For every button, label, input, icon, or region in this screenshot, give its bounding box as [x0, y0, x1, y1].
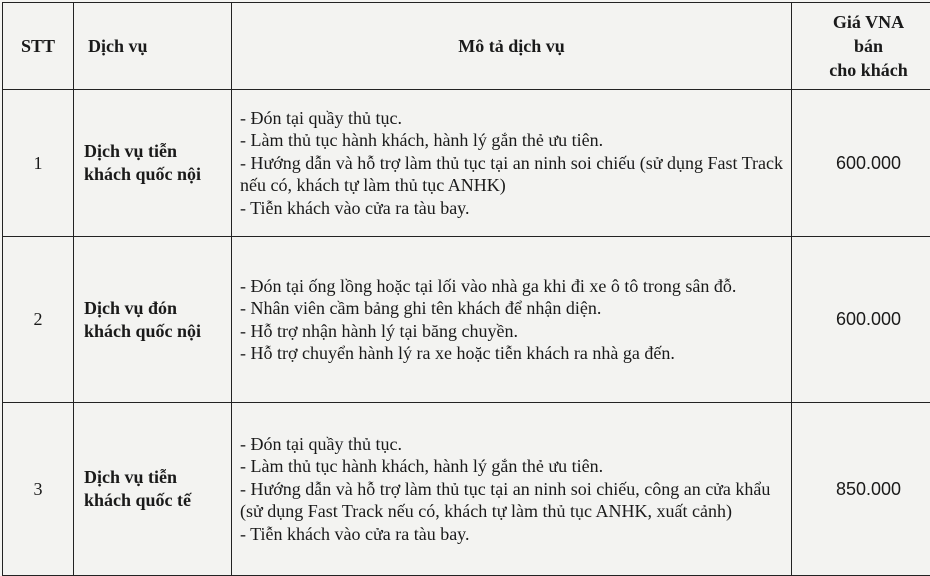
description-line: - Hướng dẫn và hỗ trợ làm thủ tục tại an ninh soi chiếu, công an cửa khẩu (sử dụng Fast Track nếu có, khách tự làm thủ tục ANHK, xuất cảnh): [240, 478, 783, 523]
table-row: [3, 237, 930, 403]
description-line: - Làm thủ tục hành khách, hành lý gắn thẻ ưu tiên.: [240, 455, 783, 478]
description-line: - Hỗ trợ nhận hành lý tại băng chuyền.: [240, 320, 783, 343]
row-price: 600.000: [792, 90, 930, 237]
description-line: - Hướng dẫn và hỗ trợ làm thủ tục tại an ninh soi chiếu (sử dụng Fast Track nếu có, khách tự làm thủ tục ANHK): [240, 152, 783, 197]
header-price-line: Giá VNA: [792, 10, 930, 34]
description-line: - Đón tại quầy thủ tục.: [240, 433, 783, 456]
header-description: Mô tả dịch vụ: [232, 3, 792, 90]
description-line: - Tiễn khách vào cửa ra tàu bay.: [240, 523, 783, 546]
header-stt: STT: [3, 3, 74, 90]
table-header-row: [3, 3, 930, 90]
description-line: - Hỗ trợ chuyển hành lý ra xe hoặc tiễn khách ra nhà ga đến.: [240, 342, 783, 365]
row-description: [232, 403, 792, 576]
description-line: - Đón tại quầy thủ tục.: [240, 107, 783, 130]
row-price: 850.000: [792, 403, 930, 576]
header-service: Dịch vụ: [74, 3, 232, 90]
header-price-line: bán: [792, 34, 930, 58]
row-description: [232, 90, 792, 237]
row-description: [232, 237, 792, 403]
row-price: 600.000: [792, 237, 930, 403]
description-line: - Đón tại ống lồng hoặc tại lối vào nhà ga khi đi xe ô tô trong sân đỗ.: [240, 275, 783, 298]
description-line: - Tiễn khách vào cửa ra tàu bay.: [240, 197, 783, 220]
header-price: [792, 3, 930, 90]
service-price-table: [2, 2, 930, 576]
table-row: [3, 403, 930, 576]
row-service-name: Dịch vụ tiễn khách quốc nội: [74, 90, 232, 237]
row-service-name: Dịch vụ tiễn khách quốc tế: [74, 403, 232, 576]
row-stt: 3: [3, 403, 74, 576]
table-row: [3, 90, 930, 237]
row-service-name: Dịch vụ đón khách quốc nội: [74, 237, 232, 403]
description-line: - Nhân viên cầm bảng ghi tên khách để nhận diện.: [240, 297, 783, 320]
header-price-line: cho khách: [792, 58, 930, 82]
description-line: - Làm thủ tục hành khách, hành lý gắn thẻ ưu tiên.: [240, 129, 783, 152]
row-stt: 1: [3, 90, 74, 237]
row-stt: 2: [3, 237, 74, 403]
